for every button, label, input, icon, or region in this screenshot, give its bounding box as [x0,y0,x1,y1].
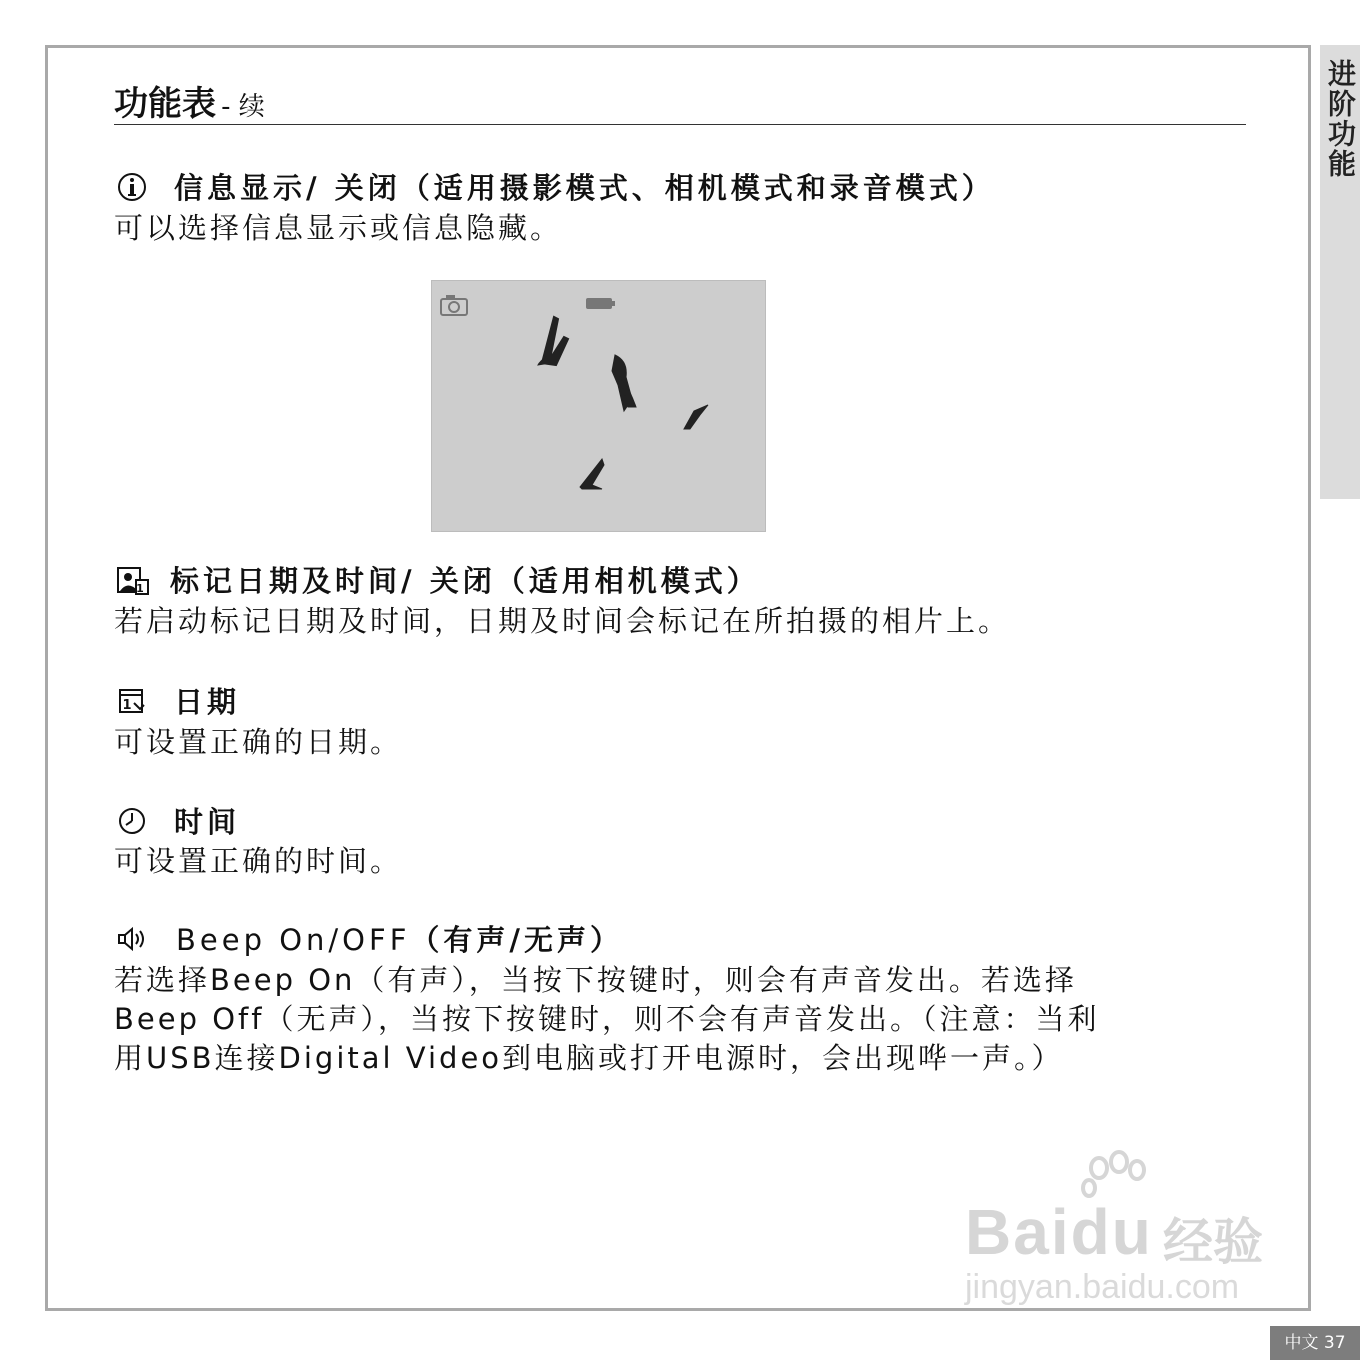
page-header [114,76,265,125]
section-time-title [116,800,240,844]
section-time-heading: 时间 [174,805,241,839]
lcd-preview-image [431,280,766,532]
header-rule [114,124,1246,125]
info-icon [116,171,148,210]
page-number: 中文 37 [1270,1326,1360,1360]
section-beep-heading-cn: （有声/无声） [410,923,623,957]
section-time-body: 可设置正确的时间。 [114,844,403,878]
section-beep-title [116,918,623,962]
section-beep-body-line2: Beep Off（无声），当按下按键时，则不会有声音发出。（注意：当利 [114,1002,1100,1036]
section-date-body: 可设置正确的日期。 [114,725,403,759]
section-beep-heading-en: Beep On/OFF [176,923,411,957]
birds [538,317,708,489]
side-tab [1320,45,1360,499]
watermark-cn: 经验 [1163,1213,1263,1271]
watermark-url: jingyan.baidu.com [965,1268,1240,1306]
speaker-icon [116,923,150,962]
section-info-title [116,166,995,210]
side-tab-label: 进阶功能 [1324,59,1357,179]
svg-text:1: 1 [136,581,148,595]
watermark-brand: Baidu [965,1196,1153,1268]
page-title: 功能表 [114,84,216,124]
section-info-body: 可以选择信息显示或信息隐藏。 [114,211,563,245]
section-date-heading: 日期 [174,685,241,719]
section-datestamp-title [116,559,760,603]
section-beep-body-line1: 若选择Beep On（有声），当按下按键时，则会有声音发出。若选择 [114,963,1077,997]
camera-mode-icon [441,295,467,315]
section-date-title [116,680,240,724]
section-beep-body-line3: 用USB连接Digital Video到电脑或打开电源时，会出现哗一声。） [114,1041,1064,1075]
clock-icon [116,805,148,844]
section-info-heading: 信息显示/ 关闭（适用摄影模式、相机模式和录音模式） [174,171,995,205]
svg-text:1: 1 [122,697,136,713]
section-datestamp-body: 若启动标记日期及时间，日期及时间会标记在所拍摄的相片上。 [114,604,1011,638]
section-datestamp-heading: 标记日期及时间/ 关闭（适用相机模式） [170,564,760,598]
battery-icon [586,298,615,309]
calendar-icon [116,685,148,724]
baidu-watermark [965,1150,1285,1310]
date-stamp-icon [116,564,150,603]
page-subtitle: - 续 [221,92,265,122]
